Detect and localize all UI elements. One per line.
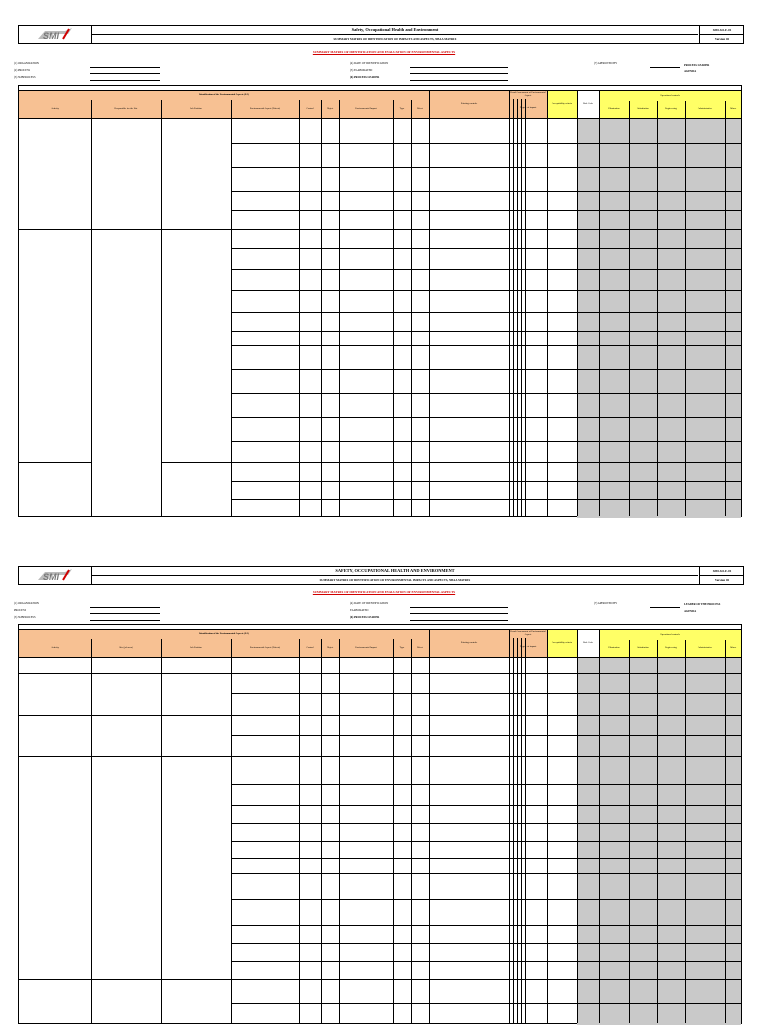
meta-approver-role: LEADER OF THE PROCESS	[684, 603, 721, 606]
header-result: Result Assessment of Environmental Aspect	[510, 630, 546, 636]
document-code: SMI-SO-F-01	[699, 567, 744, 576]
col-env-aspect: Environmental Aspect (Effects)	[249, 106, 281, 110]
document-version: Version 02	[699, 35, 744, 43]
meta-subprocess: (3) SUBPROCESS	[14, 76, 36, 79]
meta-process: (2) PROCESS	[14, 69, 31, 72]
header-operational: Operational controls	[599, 91, 741, 101]
svg-text:SMI: SMI	[43, 30, 60, 41]
meta-process: PROCESS	[14, 609, 27, 612]
header-existing-controls: Existing controls	[429, 630, 509, 657]
meta-subprocess: (3) SUBPROCESS	[14, 616, 36, 619]
sheet-header	[18, 25, 744, 44]
col-effect: Effect	[417, 106, 423, 110]
red-title: SUMMARY MATRIX OF IDENTIFICATION AND EVALUATION OF ENVIRONMENTAL ASPECTS	[312, 590, 456, 594]
col-object: Object	[326, 645, 334, 649]
gray-column	[577, 118, 599, 518]
col-responsible: Responsible for the Site	[114, 106, 138, 110]
meta-leader: (6) PROCESS LEADER	[350, 616, 380, 619]
col-env-aspect: Environmental Aspect (Effects)	[249, 645, 281, 649]
col-engineering: Engineering	[665, 107, 677, 111]
col-engineering: Engineering	[665, 646, 677, 650]
col-type: Type	[399, 106, 405, 110]
col-type: Type	[399, 645, 405, 649]
meta-approver-role: PROCESS LEADER	[684, 64, 710, 67]
col-object: Object	[326, 106, 334, 110]
header-result: Result Assessment of Environmental Aspect	[510, 91, 546, 97]
header-identification: Identification of the Environmental Aspects (EA)	[19, 91, 429, 100]
col-elimination: Elimination	[608, 646, 620, 650]
col-job-position: Job Position	[190, 106, 202, 110]
col-administrative: Administrative	[697, 107, 713, 111]
logo-icon	[35, 28, 75, 42]
meta-agenda: AGENDA	[684, 610, 697, 613]
red-title: SUMMARY MATRIX OF IDENTIFICATION AND EVALUATION OF ENVIRONMENTAL ASPECTS	[312, 50, 456, 54]
col-env-impact: Environmental Impact	[355, 106, 377, 110]
sheet-subtitle: SUMMARY MATRIX OF IDENTIFICATION OF ENVIRONMENTAL IMPACTS AND ASPECTS, NBAA MATRIX	[319, 578, 471, 582]
gray-column	[599, 118, 741, 518]
header-risk-code: Risk Code	[582, 641, 594, 645]
col-control: Control	[306, 645, 314, 649]
document-version: Version 02	[699, 576, 744, 584]
company-logo	[19, 26, 92, 43]
col-responsible: Site (job area)	[119, 645, 133, 649]
header-existing-controls: Existing controls	[429, 91, 509, 118]
company-logo	[19, 567, 92, 584]
col-env-impact: Environmental Impact	[355, 645, 377, 649]
meta-leader: (6) PROCESS LEADER	[350, 76, 380, 79]
sheet-title: SAFETY, OCCUPATIONAL HEALTH AND ENVIRONMENT	[92, 567, 698, 576]
header-identification: Identification of the Environmental Aspects (EA)	[19, 630, 429, 639]
svg-text:SMI: SMI	[43, 571, 60, 582]
header-magnitude: Degree of impact	[509, 99, 547, 118]
col-effect: Effect	[417, 645, 423, 649]
col-others: Others	[729, 646, 737, 650]
header-acceptability: Acceptability criteria	[547, 630, 577, 657]
col-substitution: Substitution	[637, 646, 649, 650]
col-control: Control	[306, 106, 314, 110]
matrix-table	[18, 85, 742, 517]
sheet-title: Safety, Occupational Health and Environment	[92, 26, 698, 35]
sheet-subtitle: SUMMARY MATRIX OF IDENTIFICATION OF IMPACTS AND ASPECTS, NBAA MATRIX	[333, 37, 457, 41]
meta-agenda: AGENDA	[684, 70, 697, 73]
meta-elaborated: (5) ELABORATED	[350, 69, 373, 72]
col-substitution: Substitution	[637, 107, 649, 111]
meta-date: (4) DATE OF IDENTIFICATION	[350, 602, 389, 605]
col-elimination: Elimination	[608, 107, 620, 111]
meta-elaborated: ELABORATED	[350, 609, 369, 612]
col-others: Others	[729, 107, 737, 111]
col-activity: Activity	[51, 106, 59, 110]
col-job-position: Job Position	[190, 645, 202, 649]
header-acceptability: Acceptability criteria	[547, 91, 577, 118]
logo-icon	[35, 569, 75, 583]
matrix-table	[18, 624, 742, 1024]
meta-organization: (1) ORGANIZATION	[14, 602, 39, 605]
meta-approved: (7) APPROVED BY	[594, 602, 618, 605]
sheet-header	[18, 566, 744, 585]
header-operational: Operational controls	[599, 630, 741, 640]
col-activity: Activity	[51, 645, 59, 649]
document-code: SMI-SO-F-01	[699, 26, 744, 35]
col-administrative: Administrative	[697, 646, 713, 650]
header-magnitude: Degree of impact	[509, 638, 547, 657]
header-risk-code: Risk Code	[582, 102, 594, 106]
meta-date: (4) DATE OF IDENTIFICATION	[350, 62, 389, 65]
meta-approved: (7) APPROVED BY	[594, 62, 618, 65]
meta-organization: (1) ORGANIZATION	[14, 62, 39, 65]
